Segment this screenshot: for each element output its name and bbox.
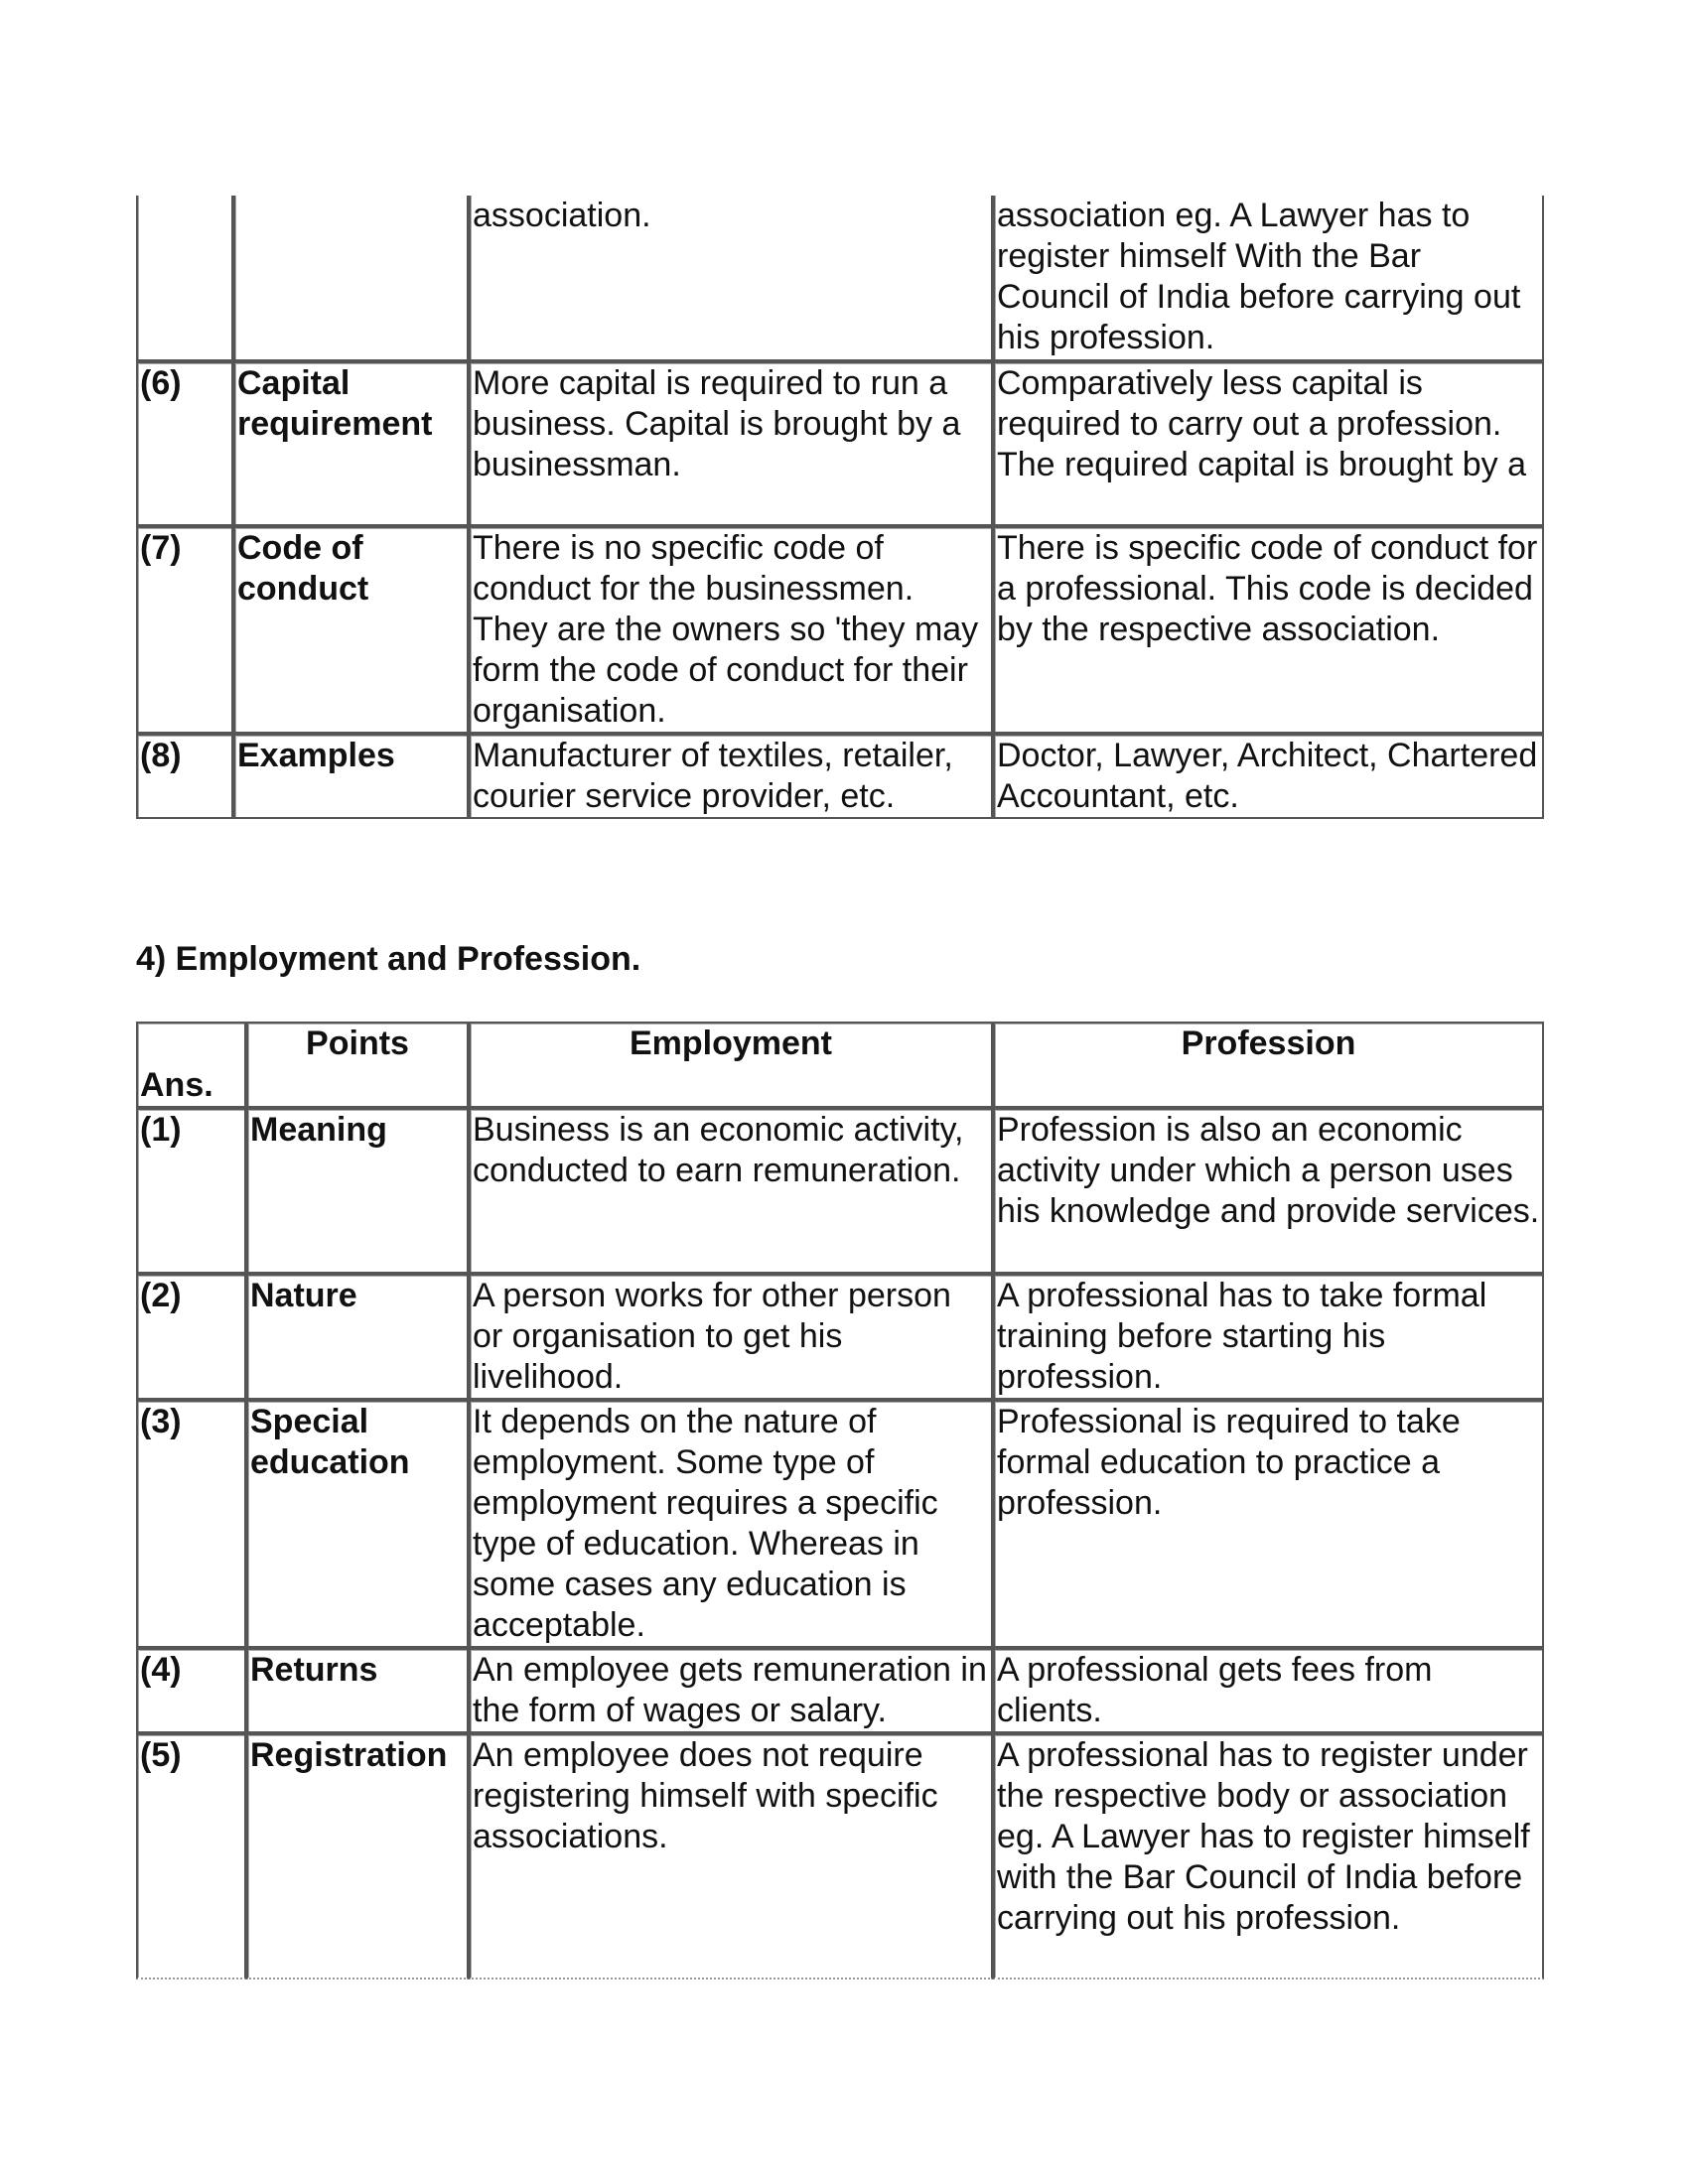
row-point: Meaning bbox=[246, 1108, 469, 1274]
header-row bbox=[136, 1022, 1544, 1108]
row-point: Code of conduct bbox=[233, 526, 469, 734]
business-cell: Manufacturer of textiles, retailer, courier service provider, etc. bbox=[469, 734, 993, 819]
profession-cell: Comparatively less capital is required to carry out a profession. The required capital is brought by a bbox=[993, 361, 1544, 526]
comparison-table-continued bbox=[136, 196, 1544, 819]
profession-cell: Profession is also an economic activity under which a person uses his knowledge and provide services. bbox=[993, 1108, 1544, 1274]
row-number: (7) bbox=[136, 526, 233, 734]
employment-cell: An employee does not require registering himself with specific associations. bbox=[469, 1733, 993, 1979]
row-number: (3) bbox=[136, 1400, 246, 1648]
table-row bbox=[136, 1400, 1544, 1648]
row-number: (2) bbox=[136, 1274, 246, 1400]
employment-cell: An employee gets remuneration in the form of wages or salary. bbox=[469, 1648, 993, 1733]
business-cell: There is no specific code of conduct for the businessmen. They are the owners so 'they may form the code of conduct for their organisation. bbox=[469, 526, 993, 734]
section-heading: 4) Employment and Profession. bbox=[136, 940, 641, 978]
row-number: (5) bbox=[136, 1733, 246, 1979]
ans-header bbox=[136, 1022, 246, 1108]
points-header: Points bbox=[246, 1022, 469, 1108]
row-number: (6) bbox=[136, 361, 233, 526]
table-row bbox=[136, 526, 1544, 734]
table-row bbox=[136, 1108, 1544, 1274]
row-point: Examples bbox=[233, 734, 469, 819]
row-point: Capital requirement bbox=[233, 361, 469, 526]
employment-cell: It depends on the nature of employment. Some type of employment requires a specific type of education. Whereas in some cases any education is acceptable. bbox=[469, 1400, 993, 1648]
profession-cell: A professional has to register under the respective body or association eg. A Lawyer has to register himself with the Bar Council of India before carrying out his profession. bbox=[993, 1733, 1544, 1979]
row-point: Nature bbox=[246, 1274, 469, 1400]
row-point: Returns bbox=[246, 1648, 469, 1733]
profession-cell: Doctor, Lawyer, Architect, Chartered Accountant, etc. bbox=[993, 734, 1544, 819]
profession-cell: Professional is required to take formal education to practice a profession. bbox=[993, 1400, 1544, 1648]
row-point: Registration bbox=[246, 1733, 469, 1979]
business-cell: More capital is required to run a business. Capital is brought by a businessman. bbox=[469, 361, 993, 526]
profession-cell: There is specific code of conduct for a professional. This code is decided by the respective association. bbox=[993, 526, 1544, 734]
row-number: (8) bbox=[136, 734, 233, 819]
employment-header: Employment bbox=[469, 1022, 993, 1108]
row-point: Special education bbox=[246, 1400, 469, 1648]
ans-label: Ans. bbox=[140, 1066, 213, 1104]
row-number: (4) bbox=[136, 1648, 246, 1733]
row-number: (1) bbox=[136, 1108, 246, 1274]
table-row bbox=[136, 1733, 1544, 1979]
profession-cell: A professional gets fees from clients. bbox=[993, 1648, 1544, 1733]
employment-cell: Business is an economic activity, conducted to earn remuneration. bbox=[469, 1108, 993, 1274]
business-cell: association. bbox=[469, 196, 993, 361]
profession-cell: A professional has to take formal training before starting his profession. bbox=[993, 1274, 1544, 1400]
profession-cell: association eg. A Lawyer has to register himself With the Bar Council of India before carrying out his profession. bbox=[993, 196, 1544, 361]
table-row bbox=[136, 1274, 1544, 1400]
table-row bbox=[136, 734, 1544, 819]
employment-profession-table bbox=[136, 1022, 1544, 1979]
table-row bbox=[136, 361, 1544, 526]
employment-cell: A person works for other person or organisation to get his livelihood. bbox=[469, 1274, 993, 1400]
table-row bbox=[136, 196, 1544, 361]
row-point bbox=[233, 196, 469, 361]
profession-header: Profession bbox=[993, 1022, 1544, 1108]
table-row bbox=[136, 1648, 1544, 1733]
row-number bbox=[136, 196, 233, 361]
